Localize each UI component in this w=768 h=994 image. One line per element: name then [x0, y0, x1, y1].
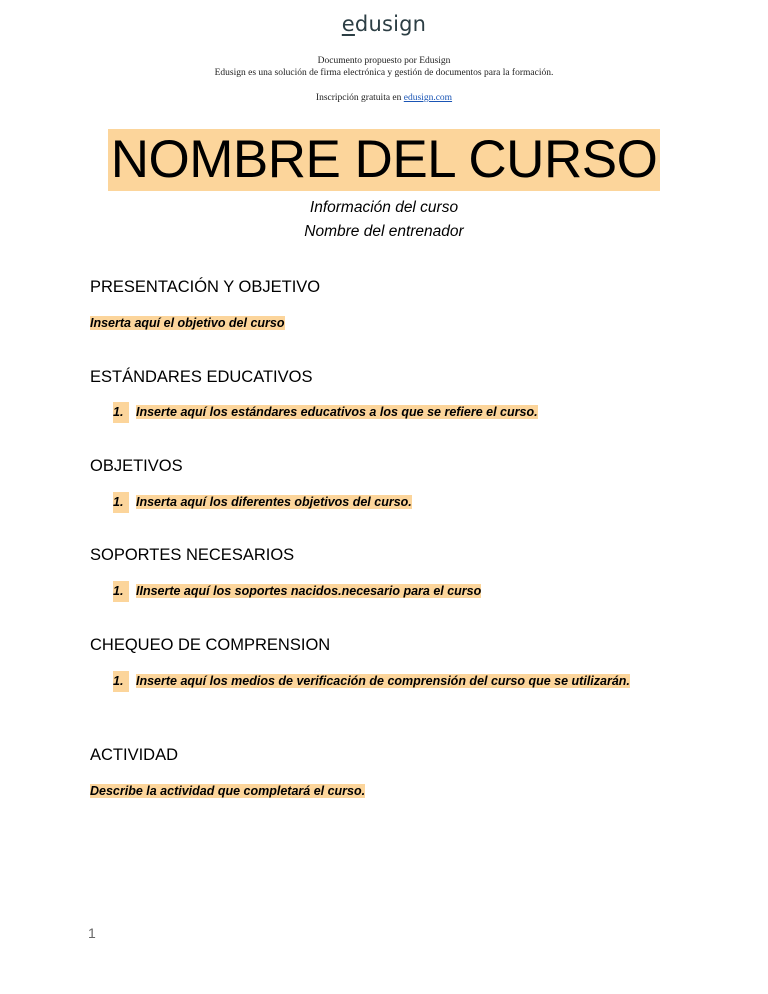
activity-placeholder: Describe la actividad que completará el curso.	[90, 784, 366, 798]
edusign-logo: edusign	[341, 12, 427, 36]
list-item: 1. Inserte aquí los medios de verificación de comprensión del curso que se utilizarán.	[113, 671, 633, 692]
heading-chequeo: CHEQUEO DE COMPRENSION	[90, 636, 331, 654]
heading-estandares: ESTÁNDARES EDUCATIVOS	[90, 368, 313, 386]
course-title: NOMBRE DEL CURSO	[108, 129, 661, 191]
list-item: 1. Inserte aquí los estándares educativos a los que se refiere el curso.	[113, 402, 633, 423]
heading-objetivos: OBJETIVOS	[90, 457, 183, 475]
heading-soportes: SOPORTES NECESARIOS	[90, 546, 295, 564]
intro-line-2: Edusign es una solución de firma electrónica y gestión de documentos para la formación.	[214, 68, 554, 78]
course-info: Información del curso	[309, 199, 459, 216]
list-item: 1. IInserte aquí los soportes nacidos.necesario para el curso	[113, 581, 633, 602]
trainer-name: Nombre del entrenador	[304, 223, 464, 240]
heading-presentacion: PRESENTACIÓN Y OBJETIVO	[90, 278, 321, 296]
signup-line: Inscripción gratuita en edusign.com	[315, 93, 453, 103]
objective-placeholder: Inserta aquí el objetivo del curso	[90, 316, 285, 330]
intro-line-1: Documento propuesto por Edusign	[317, 56, 451, 66]
page-number: 1	[88, 925, 96, 941]
list-item: 1. Inserta aquí los diferentes objetivos del curso.	[113, 492, 633, 513]
edusign-link[interactable]: edusign.com	[403, 93, 453, 103]
heading-actividad: ACTIVIDAD	[90, 746, 179, 764]
